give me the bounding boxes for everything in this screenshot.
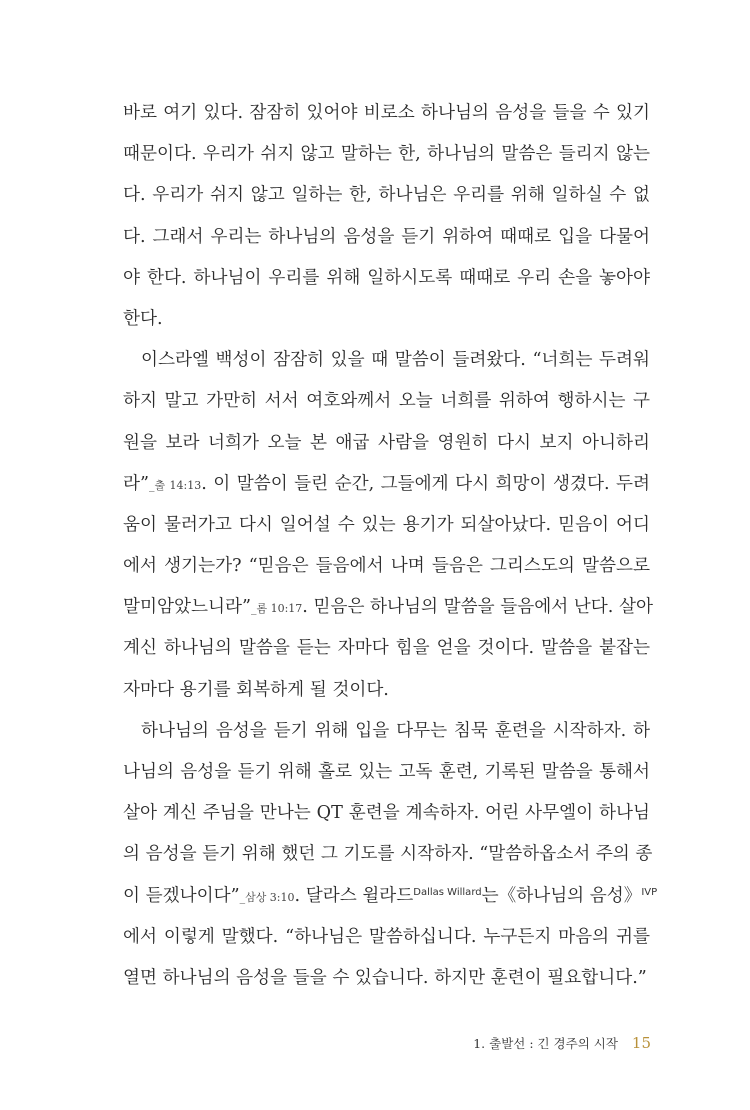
text-line: 원을 보라 너희가 오늘 본 애굽 사람을 영원히 다시 보지 아니하리	[123, 432, 650, 453]
quote-end: 이 듣겠나이다”	[123, 885, 240, 906]
chapter-title: 1. 출발선 : 긴 경주의 시작	[473, 1036, 618, 1051]
text-segment: . 이 말씀이 들린 순간, 그들에게 다시 희망이 생겼다. 두려	[201, 473, 651, 494]
author-name-english: Dallas Willard	[413, 886, 482, 898]
text-line	[123, 587, 653, 628]
text-line: 다. 우리가 쉬지 않고 일하는 한, 하나님은 우리를 위해 일하실 수 없	[123, 185, 650, 206]
scripture-reference: _삼상 3:10	[239, 890, 295, 904]
quote-end: 라”	[123, 473, 149, 494]
text-line: 움이 물러가고 다시 일어설 수 있는 용기가 되살아났다. 믿음이 어디	[123, 514, 650, 535]
text-segment: . 믿음은 하나님의 말씀을 들음에서 난다. 살아	[302, 597, 653, 618]
body-text	[123, 93, 658, 999]
text-line: 하나님의 음성을 듣기 위해 입을 다무는 침묵 훈련을 시작하자. 하	[141, 720, 650, 741]
text-line: 다. 그래서 우리는 하나님의 음성을 듣기 위하여 때때로 입을 다물어	[123, 226, 650, 247]
text-line	[123, 464, 650, 505]
text-line: 한다.	[123, 308, 163, 329]
scripture-reference: _롬 10:17	[250, 602, 303, 616]
text-segment: . 달라스 윌라드	[294, 885, 414, 906]
text-line: 때문이다. 우리가 쉬지 않고 말하는 한, 하나님의 말씀은 들리지 않는	[123, 144, 650, 165]
text-line: 나님의 음성을 듣기 위해 홀로 있는 고독 훈련, 기록된 말씀을 통해서	[123, 762, 650, 782]
page-footer	[473, 1034, 651, 1052]
page-number: 15	[631, 1034, 651, 1052]
text-line: 계신 하나님의 말씀을 듣는 자마다 힘을 얻을 것이다. 말씀을 붙잡는	[123, 638, 650, 659]
publisher-name: IVP	[641, 886, 658, 898]
quote-end: 말미암았느니라”	[123, 597, 251, 618]
text-line: 에서 생기는가? “믿음은 들음에서 나며 들음은 그리스도의 말씀으로	[123, 556, 650, 577]
text-line: 야 한다. 하나님이 우리를 위해 일하시도록 때때로 우리 손을 놓아야	[123, 267, 650, 288]
text-segment: 는《하나님의 음성》	[481, 885, 642, 906]
text-line: 에서 이렇게 말했다. “하나님은 말씀하십니다. 누구든지 마음의 귀를	[123, 926, 650, 947]
text-line: 하지 말고 가만히 서서 여호와께서 오늘 너희를 위하여 행하시는 구	[123, 391, 650, 412]
text-line: 열면 하나님의 음성을 들을 수 있습니다. 하지만 훈련이 필요합니다.”	[123, 967, 647, 988]
text-line: 자마다 용기를 회복하게 될 것이다.	[123, 679, 389, 700]
text-line: 의 음성을 듣기 위해 했던 그 기도를 시작하자. “말씀하옵소서 주의 종	[123, 844, 653, 865]
scripture-reference: _출 14:13	[149, 478, 202, 492]
text-line: 살아 계신 주님을 만나는 QT 훈련을 계속하자. 어린 사무엘이 하나님	[123, 803, 650, 824]
text-line	[123, 876, 658, 917]
text-line: 이스라엘 백성이 잠잠히 있을 때 말씀이 들려왔다. “너희는 두려워	[141, 350, 650, 371]
text-line: 바로 여기 있다. 잠잠히 있어야 비로소 하나님의 음성을 들을 수 있기	[123, 103, 650, 123]
